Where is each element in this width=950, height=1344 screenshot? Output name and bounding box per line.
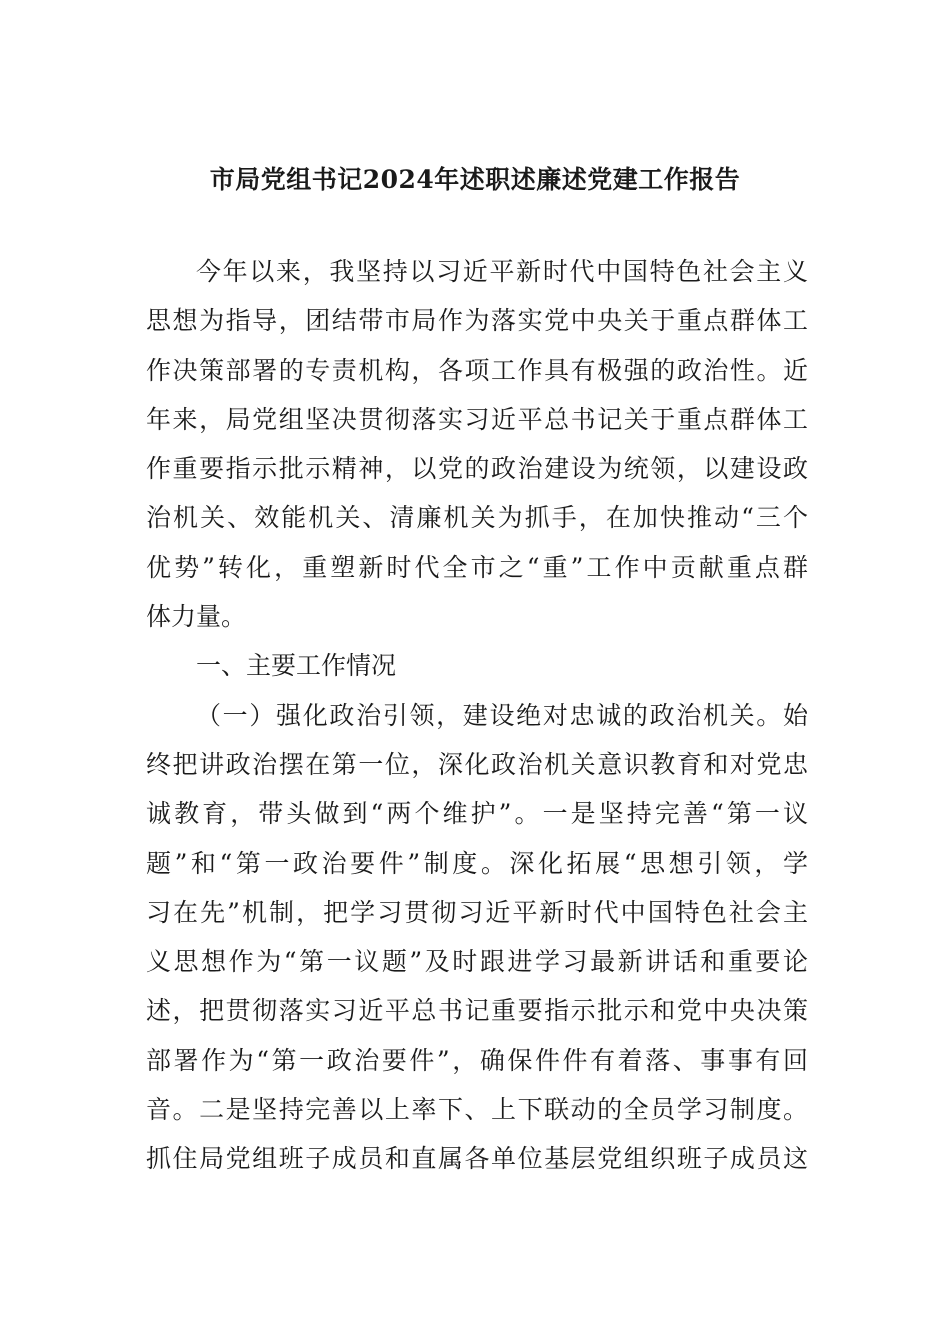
text-line: 作重要指示批示精神，以党的政治建设为统领，以建设政 xyxy=(146,454,808,484)
text-line: 习在先”机制，把学习贯彻习近平新时代中国特色社会主 xyxy=(146,897,808,927)
text-line: 终把讲政治摆在第一位，深化政治机关意识教育和对党忠 xyxy=(146,749,808,779)
text-line: 体力量。 xyxy=(146,602,247,632)
text-line: 优势”转化，重塑新时代全市之“重”工作中贡献重点群 xyxy=(146,552,808,582)
text-line: 今年以来，我坚持以习近平新时代中国特色社会主义 xyxy=(196,257,808,286)
text-line: 治机关、效能机关、清廉机关为抓手，在加快推动“三个 xyxy=(146,503,808,533)
text-line: 义思想作为“第一议题”及时跟进学习最新讲话和重要论 xyxy=(146,947,808,977)
text-line: 思想为指导，团结带市局作为落实党中央关于重点群体工 xyxy=(146,306,808,336)
text-line: 诚教育，带头做到“两个维护”。一是坚持完善“第一议 xyxy=(146,799,808,829)
document-body xyxy=(146,247,808,1184)
text-line: 部署作为“第一政治要件”，确保件件有着落、事事有回 xyxy=(146,1045,808,1075)
text-line: （一）强化政治引领，建设绝对忠诚的政治机关。始 xyxy=(196,700,808,730)
text-line: 题”和“第一政治要件”制度。深化拓展“思想引领，学 xyxy=(146,848,808,878)
text-line: 音。二是坚持完善以上率下、上下联动的全员学习制度。 xyxy=(146,1095,808,1125)
text-line: 年来，局党组坚决贯彻落实习近平总书记关于重点群体工 xyxy=(146,404,808,434)
text-line: 一、主要工作情况 xyxy=(196,651,397,681)
text-line: 抓住局党组班子成员和直属各单位基层党组织班子成员这 xyxy=(146,1144,808,1174)
text-line: 作决策部署的专责机构，各项工作具有极强的政治性。近 xyxy=(146,355,808,385)
text-line: 述，把贯彻落实习近平总书记重要指示批示和党中央决策 xyxy=(146,996,808,1026)
document-title: 市局党组书记2024年述职述廉述党建工作报告 xyxy=(209,165,741,194)
